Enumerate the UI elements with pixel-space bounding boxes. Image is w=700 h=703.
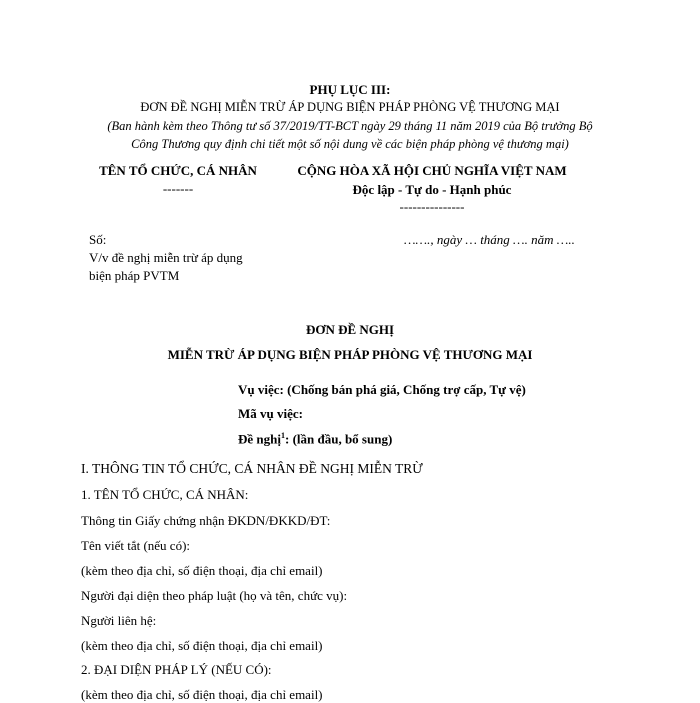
item1-heading: 1. TÊN TỔ CHỨC, CÁ NHÂN: bbox=[81, 487, 249, 502]
certificate-info-line: Thông tin Giấy chứng nhận ĐKDN/ĐKKD/ĐT: bbox=[81, 513, 331, 528]
contact-details-note: (kèm theo địa chỉ, số điện thoại, địa chỉ email) bbox=[81, 563, 323, 578]
legal-representative-line: Người đại diện theo pháp luật (họ và tên, chức vụ): bbox=[81, 588, 348, 603]
contact-details-note: (kèm theo địa chỉ, số điện thoại, địa chỉ email) bbox=[81, 638, 323, 653]
case-type: Vụ việc: (Chống bán phá giá, Chống trợ cấp, Tự vệ) bbox=[238, 382, 526, 397]
request-type bbox=[238, 431, 392, 447]
contact-person-line: Người liên hệ: bbox=[81, 613, 157, 628]
issuance-note-line2: Công Thương quy định chi tiết một số nội dung về các biện pháp phòng vệ thương mại) bbox=[131, 137, 569, 151]
footnote-marker: 1 bbox=[280, 431, 285, 440]
doc-title-line2: MIỄN TRỪ ÁP DỤNG BIỆN PHÁP PHÒNG VỆ THƯƠNG MẠI bbox=[167, 347, 533, 362]
left-divider: ------- bbox=[162, 181, 194, 196]
case-code: Mã vụ việc: bbox=[238, 406, 303, 421]
organization-name-heading: TÊN TỔ CHỨC, CÁ NHÂN bbox=[99, 163, 257, 178]
request-suffix: : (lần đầu, bổ sung) bbox=[284, 431, 393, 447]
section1-heading: I. THÔNG TIN TỔ CHỨC, CÁ NHÂN ĐỀ NGHỊ MIỄN TRỪ bbox=[81, 461, 423, 476]
date-placeholder: ……., ngày … tháng …. năm ….. bbox=[404, 232, 575, 247]
document-header-title: ĐƠN ĐỀ NGHỊ MIỄN TRỪ ÁP DỤNG BIỆN PHÁP PHÒNG VỆ THƯƠNG MẠI bbox=[140, 100, 560, 114]
document-number: Số: bbox=[89, 232, 107, 247]
item2-heading: 2. ĐẠI DIỆN PHÁP LÝ (NẾU CÓ): bbox=[81, 662, 272, 677]
right-divider: --------------- bbox=[399, 199, 465, 214]
short-name-line: Tên viết tắt (nếu có): bbox=[81, 538, 191, 553]
doc-title-line1: ĐƠN ĐỀ NGHỊ bbox=[305, 322, 395, 337]
request-prefix: Đề nghị bbox=[238, 431, 281, 447]
subject-line2: biện pháp PVTM bbox=[89, 268, 180, 283]
contact-details-note: (kèm theo địa chỉ, số điện thoại, địa chỉ email) bbox=[81, 687, 323, 702]
subject-line1: V/v đề nghị miễn trừ áp dụng bbox=[89, 250, 243, 265]
national-title: CỘNG HÒA XÃ HỘI CHỦ NGHĨA VIỆT NAM bbox=[297, 163, 567, 178]
national-motto: Độc lập - Tự do - Hạnh phúc bbox=[352, 182, 512, 197]
appendix-label: PHỤ LỤC III: bbox=[309, 82, 391, 97]
issuance-note-line1: (Ban hành kèm theo Thông tư số 37/2019/TT-BCT ngày 29 tháng 11 năm 2019 của Bộ trưởng Bộ bbox=[107, 119, 593, 133]
